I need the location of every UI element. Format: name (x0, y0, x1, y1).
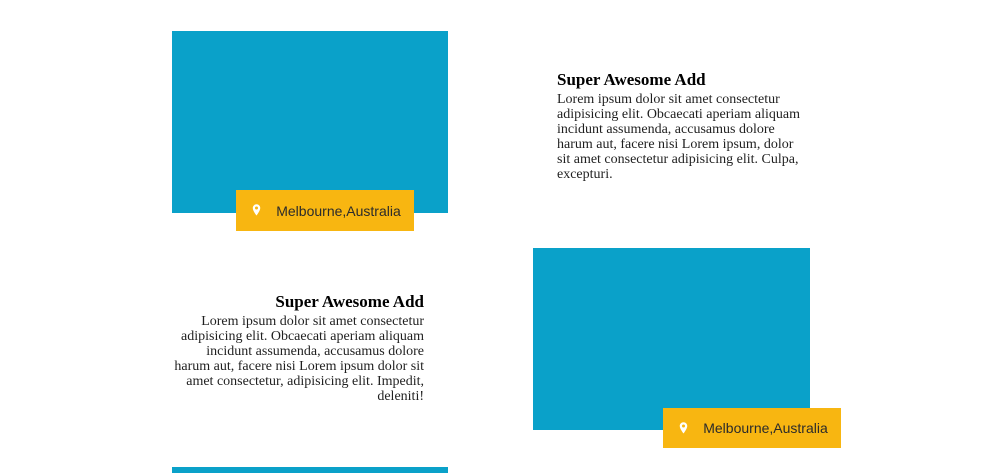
location-pin-icon (676, 419, 691, 438)
location-badge-label: Melbourne,Australia (276, 202, 401, 219)
location-badge-1 (236, 190, 414, 231)
content-block-1 (557, 70, 809, 182)
section-heading: Super Awesome Add (557, 70, 706, 89)
location-badge-label: Melbourne,Australia (703, 420, 828, 436)
section-body-text: Lorem ipsum dolor sit amet consectetur adipisicing elit. Obcaecati aperiam aliquam incidunt assumenda, accusamus dolore harum aut, facere nisi Lorem ipsum dolor sit amet consectetur, adipisicing elit. Impedit, deleniti! (174, 314, 424, 404)
section-heading: Super Awesome Add (275, 292, 424, 311)
listing-image-placeholder-2 (533, 248, 810, 430)
location-pin-icon (249, 201, 264, 220)
section-body-text: Lorem ipsum dolor sit amet consectetur adipisicing elit. Obcaecati aperiam aliquam incidunt assumenda, accusamus dolore harum aut, facere nisi Lorem ipsum, dolor sit amet consectetur adipisicing elit. Culpa, excepturi. (557, 92, 800, 182)
location-badge-2 (663, 408, 841, 448)
listing-image-placeholder-3 (172, 467, 448, 473)
content-block-2 (172, 292, 424, 404)
listing-image-placeholder-1 (172, 31, 448, 213)
